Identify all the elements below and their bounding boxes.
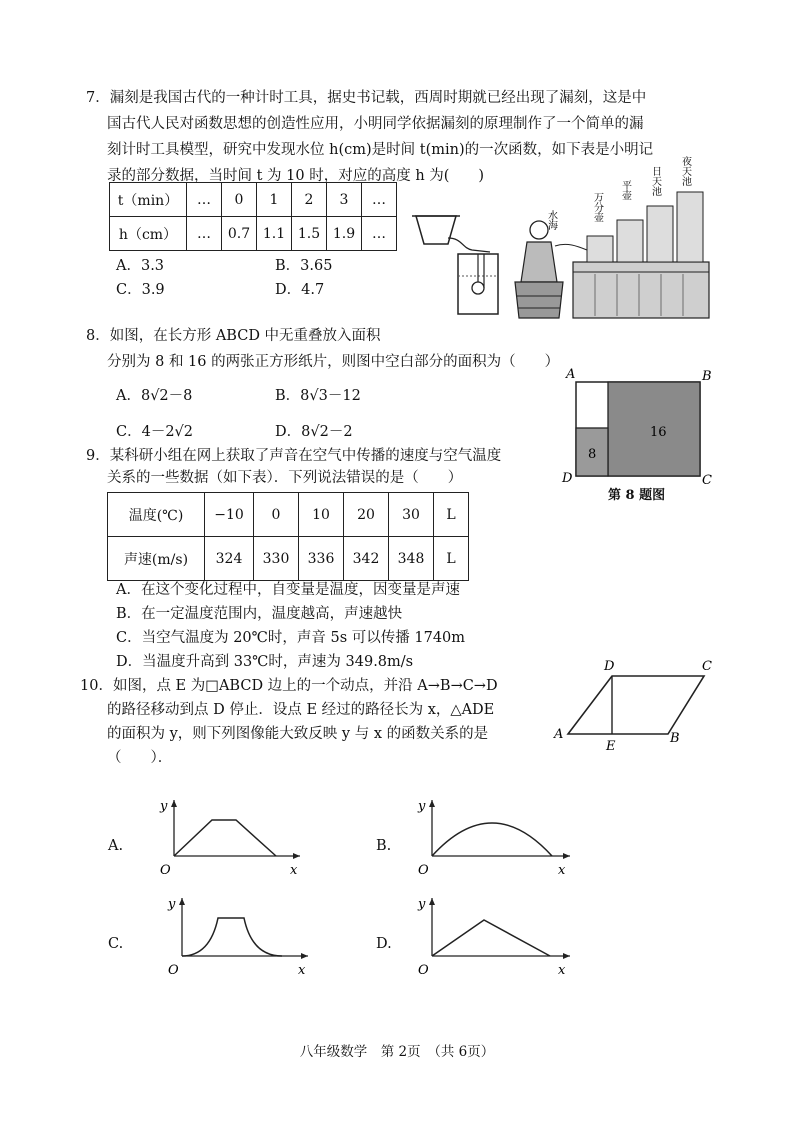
q10-line-1: 10．如图，点 E 为□ABCD 边上的一个动点，并沿 A→B→C→D: [80, 678, 498, 694]
q7-cell: 0: [222, 183, 257, 217]
q8-label-a: A: [566, 367, 576, 382]
q9-option-a[interactable]: A．在这个变化过程中，自变量是温度，因变量是声速: [116, 582, 460, 598]
axis-x-label: x: [558, 863, 566, 878]
leaking-vessel-illustration: [412, 208, 504, 318]
q9-line-1: 9．某科研小组在网上获取了声音在空气中传播的速度与空气温度: [86, 448, 502, 464]
origin-label: O: [168, 963, 179, 978]
axis-x-label: x: [558, 963, 566, 978]
q10-label-d: D: [604, 659, 615, 674]
q8-label-d: D: [562, 471, 573, 486]
q7-cell: 1.1: [257, 217, 292, 251]
q10-graph-c[interactable]: [158, 892, 318, 982]
q9-cell: 10: [299, 493, 344, 537]
origin-label: O: [418, 963, 429, 978]
q9-line-2: 关系的一些数据（如下表）．下列说法错误的是（ ）: [107, 470, 463, 486]
axis-y-label: y: [418, 897, 426, 912]
q9-cell: L: [434, 537, 469, 581]
q10-graph-d[interactable]: [410, 892, 580, 982]
q9-cell: 20: [344, 493, 389, 537]
axis-y-label: y: [160, 799, 168, 814]
axis-y-label: y: [168, 897, 176, 912]
q10-label-e: E: [606, 739, 616, 754]
q7-cell: …: [187, 183, 222, 217]
q9-cell: 342: [344, 537, 389, 581]
q9-cell: 324: [205, 537, 254, 581]
q8-line-1: 8．如图，在长方形 ABCD 中无重叠放入面积: [86, 328, 381, 344]
q7-cell: …: [362, 183, 397, 217]
q9-option-b[interactable]: B．在一定温度范围内，温度越高，声速越快: [116, 606, 403, 622]
q8-line-2: 分别为 8 和 16 的两张正方形纸片，则图中空白部分的面积为（ ）: [107, 354, 560, 370]
illus-label: 平壶: [619, 180, 631, 200]
q8-option-a[interactable]: A．8√2－8: [116, 388, 193, 404]
illus-label: 水海: [545, 210, 557, 230]
q9-option-d[interactable]: D．当温度升高到 33℃时，声速为 349.8m/s: [116, 654, 414, 670]
q9-cell: 330: [254, 537, 299, 581]
q7-option-c[interactable]: C．3.9: [116, 282, 165, 298]
q7-cell: 1: [257, 183, 292, 217]
page-footer: 八年级数学 第 2页 （共 6页）: [299, 1044, 495, 1060]
q7-line-1: 7．漏刻是我国古代的一种计时工具，据史书记载，西周时期就已经出现了漏刻，这是中: [86, 90, 647, 106]
origin-label: O: [418, 863, 429, 878]
q8-option-c[interactable]: C．4－2√2: [116, 424, 194, 440]
q7-line-4: 录的部分数据，当时间 t 为 10 时，对应的高度 h 为( ): [107, 168, 485, 184]
q8-label-c: C: [702, 473, 712, 488]
q9-cell: 0: [254, 493, 299, 537]
q7-line-2: 国古代人民对函数思想的创造性应用，小明同学依据漏刻的原理制作了一个简单的漏: [107, 116, 644, 132]
q8-rectangle-figure: [560, 364, 720, 504]
q10-option-d-label[interactable]: D.: [376, 936, 392, 952]
q10-label-c: C: [702, 659, 712, 674]
q7-option-b[interactable]: B．3.65: [275, 258, 333, 274]
q10-option-c-label[interactable]: C.: [108, 936, 124, 952]
ancient-water-clock-illustration: [505, 150, 715, 322]
illus-label: 夜天池: [679, 156, 691, 186]
q10-label-b: B: [670, 731, 680, 746]
q7-cell: 3: [327, 183, 362, 217]
q7-h-head: h（cm）: [110, 217, 187, 251]
q9-speed-head: 声速(m/s): [108, 537, 205, 581]
q7-cell: 1.5: [292, 217, 327, 251]
axis-y-label: y: [418, 799, 426, 814]
q7-option-d[interactable]: D．4.7: [275, 282, 325, 298]
axis-x-label: x: [290, 863, 298, 878]
q8-figure-caption: 第 8 题图: [608, 488, 666, 503]
illus-label: 日天池: [649, 166, 661, 196]
q7-cell: 2: [292, 183, 327, 217]
q10-option-a-label[interactable]: A.: [108, 838, 124, 854]
q9-table: [107, 492, 469, 581]
q7-cell: 0.7: [222, 217, 257, 251]
q8-option-d[interactable]: D．8√2－2: [275, 424, 353, 440]
q7-cell: …: [362, 217, 397, 251]
q10-option-b-label[interactable]: B.: [376, 838, 392, 854]
q9-cell: 336: [299, 537, 344, 581]
q7-cell: …: [187, 217, 222, 251]
q10-graph-a[interactable]: [150, 794, 310, 884]
origin-label: O: [160, 863, 171, 878]
q8-label-b: B: [702, 369, 712, 384]
q10-graph-b[interactable]: [410, 794, 580, 884]
q8-area-8: 8: [588, 447, 597, 462]
q8-option-b[interactable]: B．8√3－12: [275, 388, 361, 404]
q9-cell: L: [434, 493, 469, 537]
q9-cell: −10: [205, 493, 254, 537]
q10-label-a: A: [554, 727, 564, 742]
q10-line-2: 的路径移动到点 D 停止．设点 E 经过的路径长为 x，△ADE: [107, 702, 495, 718]
q7-table: [109, 182, 397, 251]
q10-parallelogram-figure: [552, 656, 722, 756]
q8-area-16: 16: [650, 425, 667, 440]
q9-option-c[interactable]: C．当空气温度为 20℃时，声音 5s 可以传播 1740m: [116, 630, 466, 646]
q10-line-4: （ ）．: [107, 750, 173, 766]
axis-x-label: x: [298, 963, 306, 978]
q7-cell: 1.9: [327, 217, 362, 251]
q7-option-a[interactable]: A．3.3: [116, 258, 165, 274]
q7-line-3: 刻计时工具模型，研究中发现水位 h(cm)是时间 t(min)的一次函数，如下表是小明记: [107, 142, 654, 158]
q9-cell: 30: [389, 493, 434, 537]
q9-cell: 348: [389, 537, 434, 581]
q10-line-3: 的面积为 y，则下列图像能大致反映 y 与 x 的函数关系的是: [107, 726, 489, 742]
illus-label: 万分壶: [591, 192, 603, 222]
q7-t-head: t（min）: [110, 183, 187, 217]
q9-temp-head: 温度(℃): [108, 493, 205, 537]
